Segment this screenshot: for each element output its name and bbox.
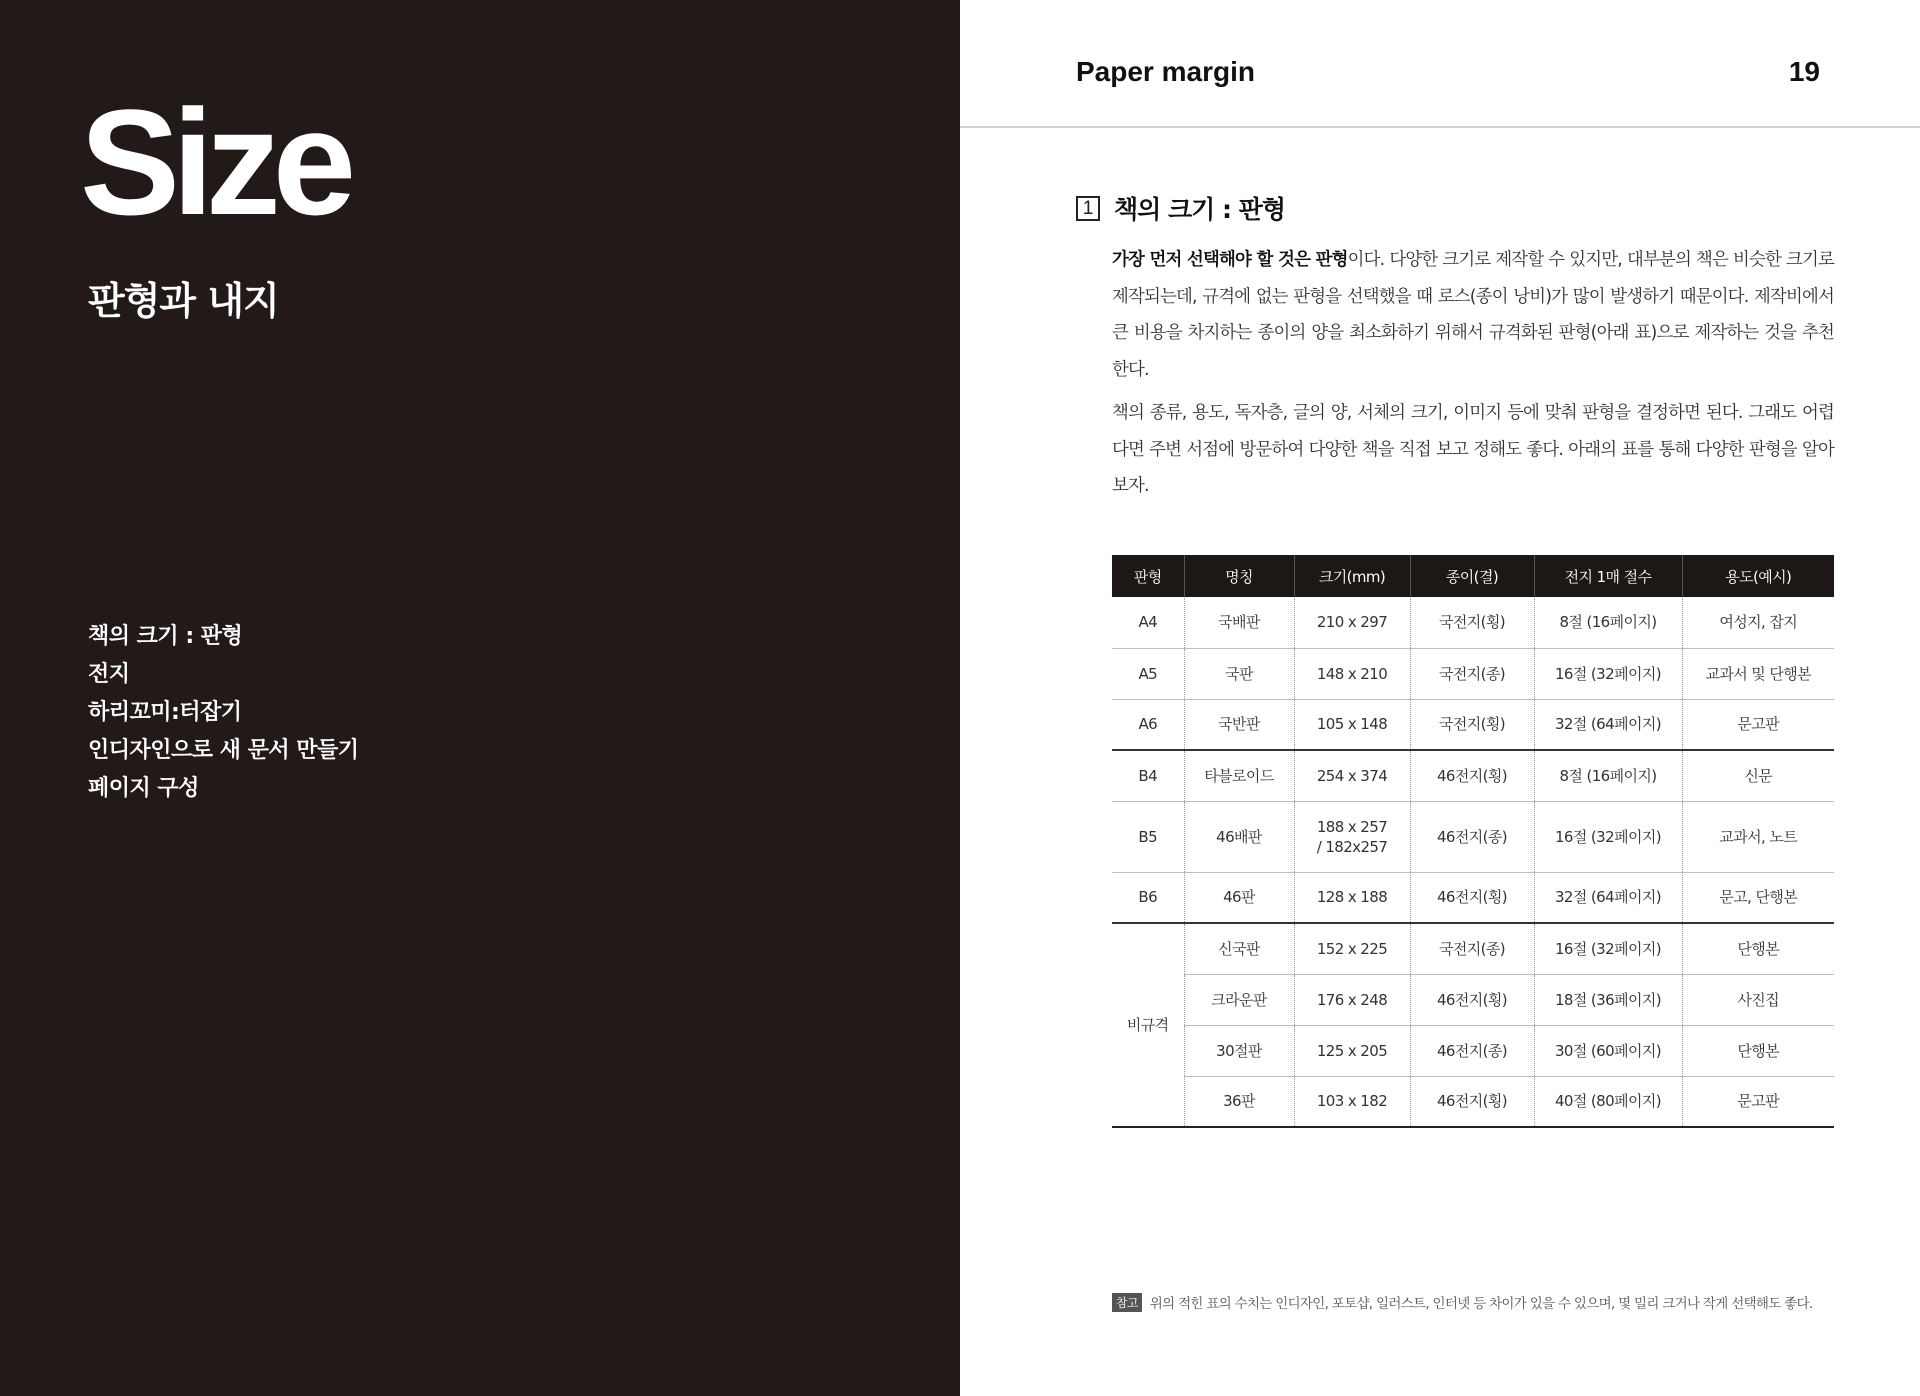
table-cell: 125 x 205: [1294, 1025, 1410, 1076]
table-cell: 국전지(횡): [1410, 597, 1534, 648]
table-cell: 46전지(횡): [1410, 750, 1534, 801]
table-cell: 8절 (16페이지): [1534, 597, 1682, 648]
table-cell: 36판: [1184, 1076, 1294, 1127]
footnote-text: 위의 적힌 표의 수치는 인디자인, 포토샵, 일러스트, 인터넷 등 차이가 있을 수 있으며, 몇 밀리 크거나 작게 선택해도 좋다.: [1149, 1296, 1813, 1312]
table-cell: 16절 (32페이지): [1534, 648, 1682, 699]
column-header: 명칭: [1184, 555, 1294, 597]
table-cell: 148 x 210: [1294, 648, 1410, 699]
table-cell: 국전지(횡): [1410, 699, 1534, 750]
section-heading: [1076, 190, 1285, 226]
contents-item: 책의 크기 : 판형: [88, 624, 243, 649]
column-header: 용도(예시): [1682, 555, 1834, 597]
contents-item: 전지: [88, 662, 130, 687]
table-cell: 문고판: [1682, 1076, 1834, 1127]
table-cell: 문고, 단행본: [1682, 872, 1834, 923]
table-cell: 사진집: [1682, 974, 1834, 1025]
table-row: [1112, 1025, 1834, 1076]
table-cell: 103 x 182: [1294, 1076, 1410, 1127]
table-cell: 여성지, 잡지: [1682, 597, 1834, 648]
table-cell: [1294, 801, 1410, 872]
table-cell: 46전지(횡): [1410, 974, 1534, 1025]
table-cell: 46전지(횡): [1410, 872, 1534, 923]
section-number-box: 1: [1076, 196, 1100, 221]
table-cell: 40절 (80페이지): [1534, 1076, 1682, 1127]
table-cell: 신문: [1682, 750, 1834, 801]
header-divider: [960, 126, 1920, 128]
table-cell: 254 x 374: [1294, 750, 1410, 801]
size-value: 188 x 257: [1316, 817, 1388, 836]
table-row: [1112, 699, 1834, 750]
table-cell: 문고판: [1682, 699, 1834, 750]
table-cell: 국판: [1184, 648, 1294, 699]
table-cell: 단행본: [1682, 1025, 1834, 1076]
table-cell: B4: [1112, 750, 1184, 801]
section-title: 책의 크기 : 판형: [1114, 195, 1286, 224]
table-cell: 국배판: [1184, 597, 1294, 648]
table-cell: 신국판: [1184, 923, 1294, 974]
table-cell: 18절 (36페이지): [1534, 974, 1682, 1025]
contents-item: 하리꼬미:터잡기: [88, 700, 242, 725]
table-cell: B5: [1112, 801, 1184, 872]
table-cell: 교과서, 노트: [1682, 801, 1834, 872]
table-cell: 국전지(종): [1410, 923, 1534, 974]
table-cell: 교과서 및 단행본: [1682, 648, 1834, 699]
table-cell: 국전지(종): [1410, 648, 1534, 699]
paragraph-text: 이다. 다양한 크기로 제작할 수 있지만, 대부분의 책은 비슷한 크기로 제작되는데, 규격에 없는 판형을 선택했을 때 로스(종이 낭비)가 많이 발생하기 때문이다. 제작비에서 큰 비용을 차지하는 종이의 양을 최소화하기 위해서 규격화된 판형(아래 표)으로 제작하는 것을 추천한다.: [1112, 250, 1835, 381]
table-row: [1112, 648, 1834, 699]
column-header: 종이(결): [1410, 555, 1534, 597]
table-cell: 46배판: [1184, 801, 1294, 872]
chapter-contents: [88, 618, 359, 808]
footnote: [1112, 1292, 1812, 1312]
table-row: [1112, 597, 1834, 648]
table-cell: 46판: [1184, 872, 1294, 923]
body-paragraph: 책의 종류, 용도, 독자층, 글의 양, 서체의 크기, 이미지 등에 맞춰 판형을 결정하면 된다. 그래도 어렵다면 주변 서점에 방문하여 다양한 책을 직접 보고 정해도 좋다. 아래의 표를 통해 다양한 판형을 알아보자.: [1112, 403, 1834, 497]
contents-item: 페이지 구성: [88, 776, 199, 801]
footnote-badge: 참고: [1112, 1293, 1142, 1312]
table-cell: A5: [1112, 648, 1184, 699]
table-cell: 8절 (16페이지): [1534, 750, 1682, 801]
table-cell: 타블로이드: [1184, 750, 1294, 801]
table-cell: 46전지(종): [1410, 1025, 1534, 1076]
table-cell: 단행본: [1682, 923, 1834, 974]
table-cell: 152 x 225: [1294, 923, 1410, 974]
table-cell: 국반판: [1184, 699, 1294, 750]
table-cell: 176 x 248: [1294, 974, 1410, 1025]
table-cell: A4: [1138, 613, 1158, 632]
chapter-subtitle: 판형과 내지: [88, 279, 279, 323]
table-cell: 46전지(종): [1410, 801, 1534, 872]
table-cell: 16절 (32페이지): [1534, 923, 1682, 974]
table-cell-nonstandard: 비규격: [1112, 923, 1184, 1127]
page-number: 19: [1788, 56, 1820, 87]
table-row: [1112, 750, 1834, 801]
table-cell: B6: [1112, 872, 1184, 923]
table-row: [1112, 1076, 1834, 1127]
column-header: 크기(mm): [1294, 555, 1410, 597]
table-header-row: [1112, 555, 1834, 597]
table-cell: 크라운판: [1184, 974, 1294, 1025]
column-header: 전지 1매 절수: [1534, 555, 1682, 597]
table-cell: 210 x 297: [1294, 597, 1410, 648]
size-value-alt: / 182x257: [1316, 837, 1388, 856]
table-cell: 32절 (64페이지): [1534, 872, 1682, 923]
table-cell: 128 x 188: [1294, 872, 1410, 923]
contents-item: 인디자인으로 새 문서 만들기: [88, 738, 359, 763]
table-cell: 32절 (64페이지): [1534, 699, 1682, 750]
table-cell: 30절판: [1184, 1025, 1294, 1076]
right-page: [960, 0, 1920, 1396]
table-cell: A6: [1112, 699, 1184, 750]
table-row: [1112, 801, 1834, 872]
column-header: 판형: [1112, 555, 1184, 597]
paper-size-table: [1112, 555, 1834, 1128]
table-cell: 16절 (32페이지): [1534, 801, 1682, 872]
table-cell: 46전지(횡): [1410, 1076, 1534, 1127]
body-paragraph: [1112, 242, 1834, 389]
table-row: [1112, 872, 1834, 923]
table-cell: 105 x 148: [1294, 699, 1410, 750]
emphasis-text: 가장 먼저 선택해야 할 것은 판형: [1112, 250, 1348, 270]
table-row: [1112, 923, 1834, 974]
table-row: [1112, 974, 1834, 1025]
running-head: Paper margin: [1076, 56, 1255, 87]
chapter-title: Size: [80, 78, 349, 246]
table-cell: 30절 (60페이지): [1534, 1025, 1682, 1076]
